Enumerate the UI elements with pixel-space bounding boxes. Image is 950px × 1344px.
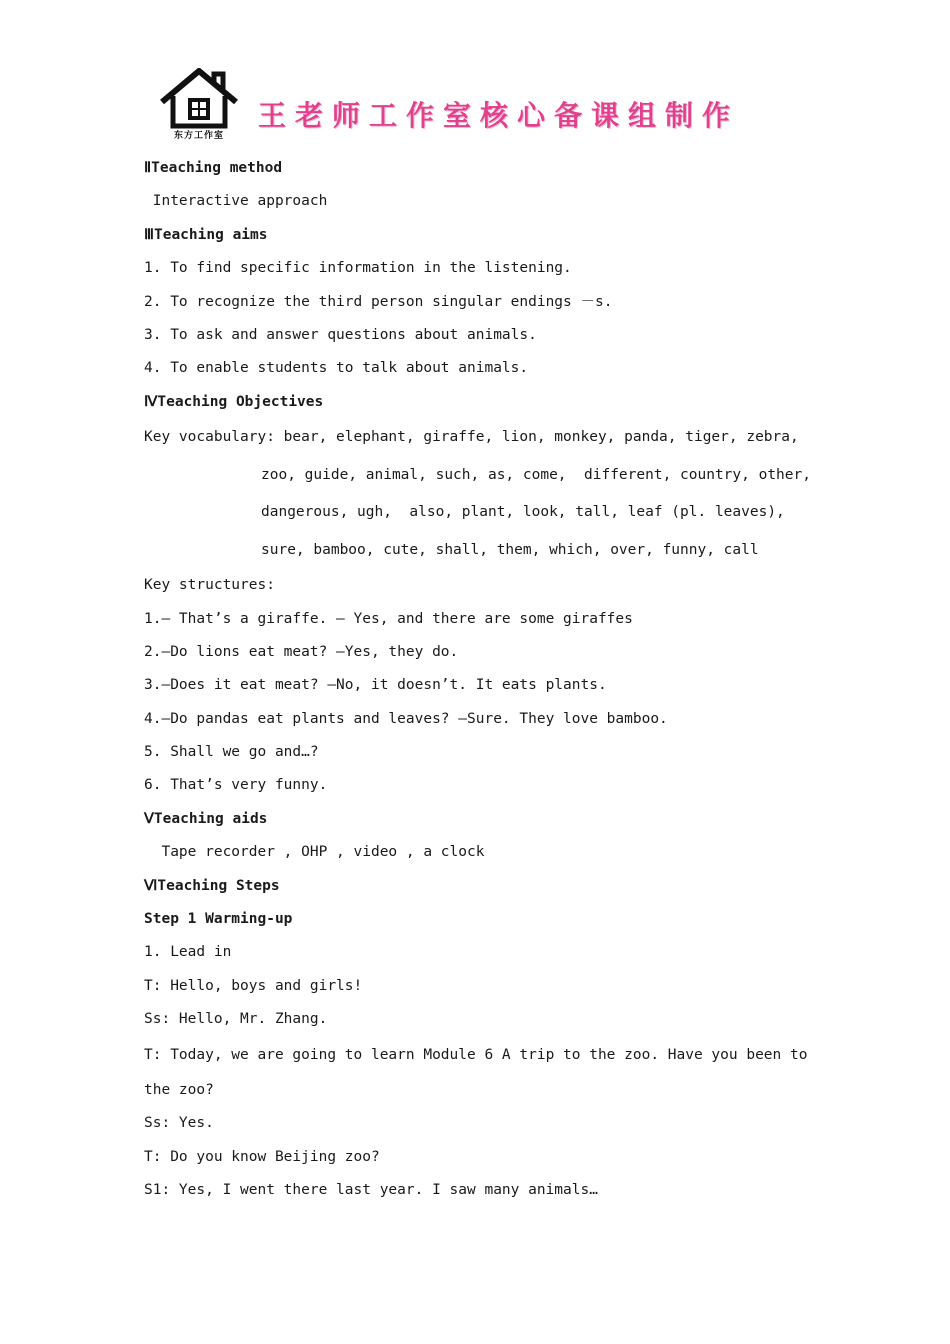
aids-text: Tape recorder , OHP , video , a clock bbox=[144, 844, 485, 861]
aids-heading: ⅤTeaching aids bbox=[144, 810, 268, 827]
vocab-line: sure, bamboo, cute, shall, them, which, over, funny, call bbox=[261, 541, 759, 558]
steps-heading: ⅥTeaching Steps bbox=[144, 877, 280, 894]
aim-item: 1. To find specific information in the listening. bbox=[144, 260, 572, 277]
page-header bbox=[158, 68, 798, 144]
structure-item: 6. That’s very funny. bbox=[144, 777, 328, 794]
objectives-heading: ⅣTeaching Objectives bbox=[144, 393, 324, 410]
structure-item: 4.—Do pandas eat plants and leaves? —Sure. They love bamboo. bbox=[144, 710, 668, 727]
aim-item: 2. To recognize the third person singular endings －s. bbox=[144, 293, 613, 310]
method-heading: ⅡTeaching method bbox=[144, 160, 283, 176]
structure-item: 1.— That’s a giraffe. — Yes, and there are some giraffes bbox=[144, 610, 633, 627]
dialogue-line: T: Do you know Beijing zoo? bbox=[144, 1148, 380, 1165]
dialogue-line: Ss: Yes. bbox=[144, 1115, 214, 1132]
dialogue-line: S1: Yes, I went there last year. I saw many animals… bbox=[144, 1182, 598, 1199]
structure-item: 3.—Does it eat meat? —No, it doesn’t. It eats plants. bbox=[144, 677, 607, 694]
studio-banner: 王老师工作室核心备课组制作 bbox=[258, 99, 740, 132]
vocab-line: zoo, guide, animal, such, as, come, different, country, other, bbox=[261, 466, 811, 483]
dialogue-line: T: Today, we are going to learn Module 6 A trip to the zoo. Have you been to bbox=[144, 1046, 808, 1063]
structure-item: 5. Shall we go and…? bbox=[144, 744, 319, 761]
logo-caption: 东方工作室 bbox=[173, 131, 224, 141]
aim-item: 4. To enable students to talk about animals. bbox=[144, 360, 529, 377]
vocab-line: Key vocabulary: bear, elephant, giraffe, lion, monkey, panda, tiger, zebra, bbox=[144, 429, 799, 446]
lesson-plan bbox=[144, 152, 811, 1208]
method-text: Interactive approach bbox=[144, 193, 328, 210]
dialogue-line: the zoo? bbox=[144, 1082, 214, 1099]
vocab-line: dangerous, ugh, also, plant, look, tall, leaf (pl. leaves), bbox=[261, 504, 785, 521]
aims-heading: ⅢTeaching aims bbox=[144, 226, 268, 243]
structures-label: Key structures: bbox=[144, 577, 275, 594]
dialogue-line: Ss: Hello, Mr. Zhang. bbox=[144, 1011, 328, 1028]
structure-item: 2.—Do lions eat meat? —Yes, they do. bbox=[144, 643, 459, 660]
aim-item: 3. To ask and answer questions about animals. bbox=[144, 326, 537, 343]
dialogue-line: 1. Lead in bbox=[144, 944, 232, 961]
dialogue-line: T: Hello, boys and girls! bbox=[144, 977, 363, 994]
step1-heading: Step 1 Warming-up bbox=[144, 911, 293, 928]
